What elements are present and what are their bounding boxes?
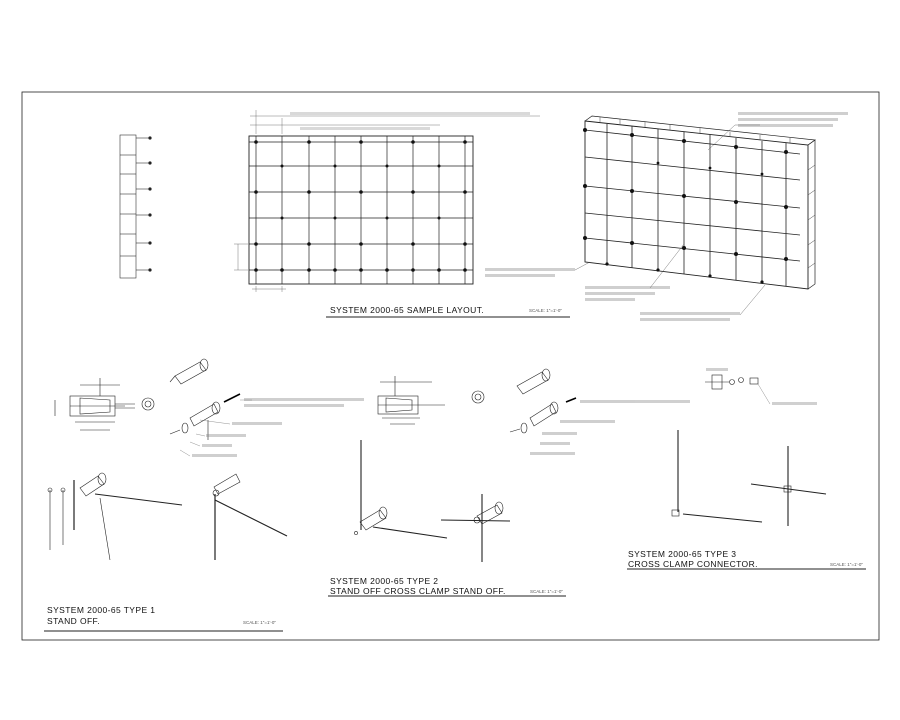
type1-title-line1: SYSTEM 2000-65 TYPE 1 (47, 605, 156, 615)
sample-layout-scale: SCALE: 1"=1'-0" (529, 308, 562, 313)
type1-stand-off-detail (48, 359, 287, 560)
type2-title-line2: STAND OFF CROSS CLAMP STAND OFF. (330, 586, 506, 596)
type1-scale: SCALE: 1"=1'-0" (243, 620, 276, 625)
type3-scale: SCALE: 1"=1'-0" (830, 562, 863, 567)
type2-scale: SCALE: 1"=1'-0" (530, 589, 563, 594)
type3-connector-detail (672, 375, 826, 526)
sheet-border (22, 92, 879, 640)
type3-notes (706, 368, 817, 405)
sample-layout-title: SYSTEM 2000-65 SAMPLE LAYOUT. (330, 305, 485, 315)
sample-layout-front-grid (234, 110, 540, 292)
type3-title-line2: CROSS CLAMP CONNECTOR. (628, 559, 758, 569)
type1-title-line2: STAND OFF. (47, 616, 100, 626)
type3-title-line1: SYSTEM 2000-65 TYPE 3 (628, 549, 737, 559)
type2-title-line1: SYSTEM 2000-65 TYPE 2 (330, 576, 439, 586)
type1-notes (192, 398, 364, 457)
side-elevation (120, 135, 152, 278)
type2-cross-clamp-detail (354, 369, 576, 562)
sample-layout-isometric (485, 112, 848, 321)
